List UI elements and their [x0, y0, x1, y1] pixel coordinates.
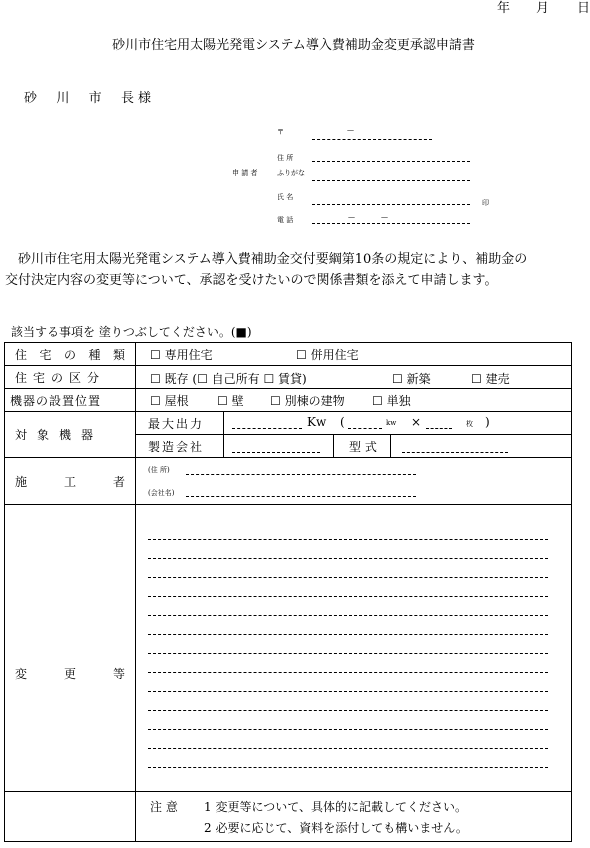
panel-count-field[interactable] [426, 428, 452, 429]
notes-heading: 注 意 [150, 800, 178, 814]
label-char: 宅 [39, 347, 52, 362]
max-output-label: 最大出力 [148, 417, 205, 431]
table-row [5, 792, 572, 842]
change-line[interactable] [148, 729, 548, 730]
label-char: 施 [15, 474, 28, 489]
option-standalone[interactable]: ☐ 単独 [372, 394, 411, 408]
installer-address-label: (住 所) [148, 466, 170, 474]
change-line[interactable] [148, 691, 548, 692]
note-1: 1 変更等について、具体的に記載してください。 [204, 800, 467, 814]
divider [136, 434, 571, 435]
option-new-build[interactable]: ☐ 新築 [392, 372, 431, 386]
table-row [5, 412, 572, 458]
notes-cell [136, 792, 572, 842]
panel-kw-field[interactable] [348, 428, 382, 429]
date-day: 日 [577, 1, 590, 16]
installer-address-field[interactable] [186, 474, 416, 475]
addressee-honorific: 様 [138, 91, 152, 106]
sheets-unit: 枚 [466, 420, 473, 428]
divider [333, 434, 334, 458]
label-char: 更 [63, 666, 76, 681]
model-field[interactable] [402, 452, 508, 453]
change-line[interactable] [148, 596, 548, 597]
phone-field[interactable] [312, 223, 470, 224]
label-char: 等 [112, 666, 125, 681]
change-line[interactable] [148, 558, 548, 559]
option-ready-built[interactable]: ☐ 建売 [471, 372, 510, 386]
label-char: 変 [15, 666, 28, 681]
option-dedicated-house[interactable]: ☐ 専用住宅 [150, 348, 213, 362]
times-sign: × [411, 415, 422, 429]
addressee-char: 川 [56, 91, 70, 106]
address-field[interactable] [312, 161, 470, 162]
phone-separator: — [381, 213, 388, 221]
notes-spacer [5, 792, 136, 842]
addressee-char: 長 [120, 91, 134, 106]
addressee-char: 砂 [24, 91, 38, 106]
row-label [5, 505, 136, 792]
label-char: 者 [112, 474, 125, 489]
label-char: 類 [112, 347, 125, 362]
furigana-label: ふりがな [277, 169, 305, 177]
seal-mark: 印 [482, 199, 489, 207]
divider [390, 434, 391, 458]
table-row [5, 366, 572, 389]
table-row [5, 458, 572, 505]
row-label [5, 343, 136, 366]
change-line[interactable] [148, 539, 548, 540]
table-row [5, 389, 572, 412]
label-install-position: 機器の設置位置 [10, 393, 102, 408]
label-char: 住 [15, 347, 28, 362]
option-roof[interactable]: ☐ 屋根 [150, 394, 189, 408]
label-char: 工 [63, 474, 76, 489]
row-label [5, 412, 136, 458]
label-char: の [63, 347, 76, 362]
change-line[interactable] [148, 710, 548, 711]
application-table [4, 342, 572, 842]
name-field[interactable] [312, 204, 470, 205]
body-line-1: 砂川市住宅用太陽光発電システム導入費補助金交付要綱第10条の規定により、補助金の [18, 252, 528, 267]
change-line[interactable] [148, 634, 548, 635]
kw-small-unit: kw [386, 419, 397, 427]
option-combined-house[interactable]: ☐ 併用住宅 [296, 348, 359, 362]
installer-company-field[interactable] [186, 496, 416, 497]
addressee-char: 市 [88, 91, 102, 106]
table-row [5, 505, 572, 792]
change-line[interactable] [148, 577, 548, 578]
instruction-text: 該当する事項を 塗りつぶしてください。(■) [11, 325, 252, 339]
kw-unit: Kw [307, 415, 327, 429]
option-existing[interactable]: ☐ 既存 (☐ 自己所有 ☐ 賃貸) [150, 372, 307, 386]
address-label: 住 所 [277, 154, 294, 162]
option-wall[interactable]: ☐ 壁 [217, 394, 244, 408]
max-output-field[interactable] [232, 428, 302, 429]
postal-separator: — [347, 126, 354, 134]
maker-field[interactable] [232, 452, 320, 453]
name-label: 氏 名 [277, 193, 294, 201]
postal-mark: 〒 [277, 128, 284, 136]
date-month: 月 [536, 1, 550, 16]
note-2: 2 必要に応じて、資料を添付しても構いません。 [204, 821, 468, 835]
label-house-type [5, 346, 135, 363]
change-line[interactable] [148, 767, 548, 768]
row-label [5, 389, 136, 412]
option-separate-building[interactable]: ☐ 別棟の建物 [270, 394, 345, 408]
page-title: 砂川市住宅用太陽光発電システム導入費補助金変更承認申請書 [112, 38, 475, 53]
paren-open: ( [340, 415, 345, 429]
applicant-label: 申 請 者 [232, 169, 258, 177]
furigana-field[interactable] [312, 180, 470, 181]
maker-label: 製造会社 [148, 440, 205, 454]
row-label [5, 458, 136, 505]
paren-close: ) [485, 415, 490, 429]
body-line-2: 交付決定内容の変更等について、承認を受けたいので関係書類を添えて申請します。 [5, 273, 498, 288]
date-year: 年 [497, 1, 511, 16]
phone-label: 電 話 [277, 216, 294, 224]
model-label: 型 式 [349, 440, 377, 454]
label-target-equipment: 対象機器 [15, 428, 104, 442]
label-installer [5, 473, 135, 490]
table-row [5, 343, 572, 366]
phone-separator: — [348, 213, 355, 221]
installer-company-label: (会社名) [148, 489, 175, 497]
change-line[interactable] [148, 653, 548, 654]
changes-area[interactable] [136, 505, 572, 792]
change-line[interactable] [148, 615, 548, 616]
row-label [5, 366, 136, 389]
label-char: 種 [88, 347, 101, 362]
change-line[interactable] [148, 748, 548, 749]
postal-field[interactable] [312, 139, 432, 140]
addressee [24, 87, 134, 106]
label-house-class: 住宅の区分 [15, 370, 106, 385]
change-line[interactable] [148, 672, 548, 673]
divider [223, 412, 224, 458]
label-changes [5, 615, 135, 682]
